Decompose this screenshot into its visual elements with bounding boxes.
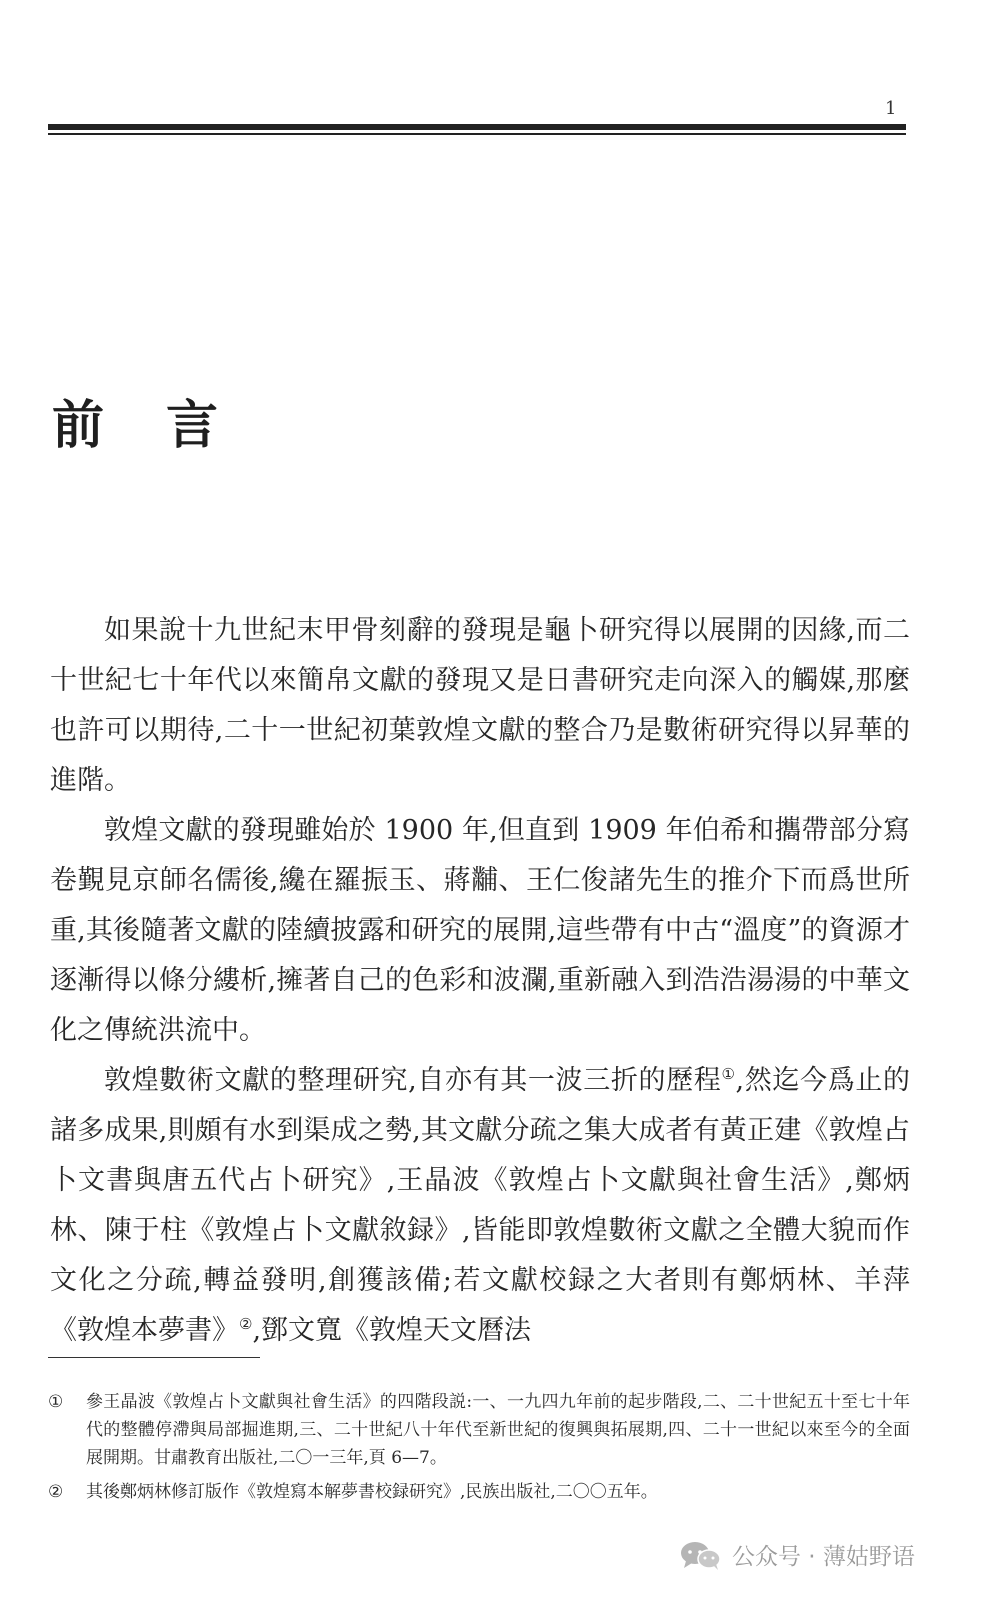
paragraph-3-part-c: ,鄧文寬《敦煌天文曆法 xyxy=(252,1315,532,1346)
page-number: 1 xyxy=(885,98,897,119)
footnote-marker: ① xyxy=(48,1392,64,1412)
footnote-text: 參王晶波《敦煌占卜文獻與社會生活》的四階段説:一、一九四九年前的起步階段,二、二十世紀五十至七十年代的整體停滯與局部掘進期,三、二十世紀八十年代至新世紀的復興與拓展期,四、二十一世紀以來至今的全面展開期。甘肅教育出版社,二〇一三年,頁 6—7。 xyxy=(86,1392,910,1468)
paragraph-3-part-b: ,然迄今爲止的諸多成果,則頗有水到渠成之勢,其文獻分疏之集大成者有黃正建《敦煌占卜文書與唐五代占卜研究》,王晶波《敦煌占卜文獻與社會生活》,鄭炳林、陳于柱《敦煌占卜文獻敘録》,皆能即敦煌數術文獻之全體大貌而作文化之分疏,轉益發明,創獲該備;若文獻校録之大者則有鄭炳林、羊萍《敦煌本夢書》 xyxy=(50,1065,910,1346)
footnotes xyxy=(48,1388,910,1512)
paragraph-3 xyxy=(50,1056,910,1356)
footnote-divider xyxy=(48,1357,260,1358)
watermark xyxy=(678,1538,915,1571)
footnote-marker: ② xyxy=(48,1482,64,1502)
header-rule xyxy=(48,124,906,130)
footnote-text: 其後鄭炳林修訂版作《敦煌寫本解夢書校録研究》,民族出版社,二〇〇五年。 xyxy=(86,1482,658,1502)
wechat-icon xyxy=(678,1540,722,1570)
header-rule-thin xyxy=(48,133,906,135)
chapter-title: 前言 xyxy=(52,395,281,456)
footnote-ref-2[interactable]: ② xyxy=(239,1315,253,1333)
footnote-2 xyxy=(48,1478,910,1506)
footnote-ref-1[interactable]: ① xyxy=(721,1065,736,1083)
paragraph-3-part-a: 敦煌數術文獻的整理研究,自亦有其一波三折的歷程 xyxy=(104,1065,722,1096)
paragraph-2: 敦煌文獻的發現雖始於 1900 年,但直到 1909 年伯希和攜帶部分寫卷覲見京師名儒後,纔在羅振玉、蔣黼、王仁俊諸先生的推介下而爲世所重,其後隨著文獻的陸續披露和研究的展開,這些帶有中古“溫度”的資源才逐漸得以條分縷析,擁著自己的色彩和波瀾,重新融入到浩浩湯湯的中華文化之傳統洪流中。 xyxy=(50,815,910,1046)
footnote-1 xyxy=(48,1388,910,1472)
body-text xyxy=(50,606,910,1356)
paragraph-1: 如果說十九世紀末甲骨刻辭的發現是龜卜研究得以展開的因緣,而二十世紀七十年代以來簡帛文獻的發現又是日書研究走向深入的觸媒,那麼也許可以期待,二十一世紀初葉敦煌文獻的整合乃是數術研究得以昇華的進階。 xyxy=(50,615,910,796)
watermark-text: 公众号 · 薄姑野语 xyxy=(732,1544,915,1570)
